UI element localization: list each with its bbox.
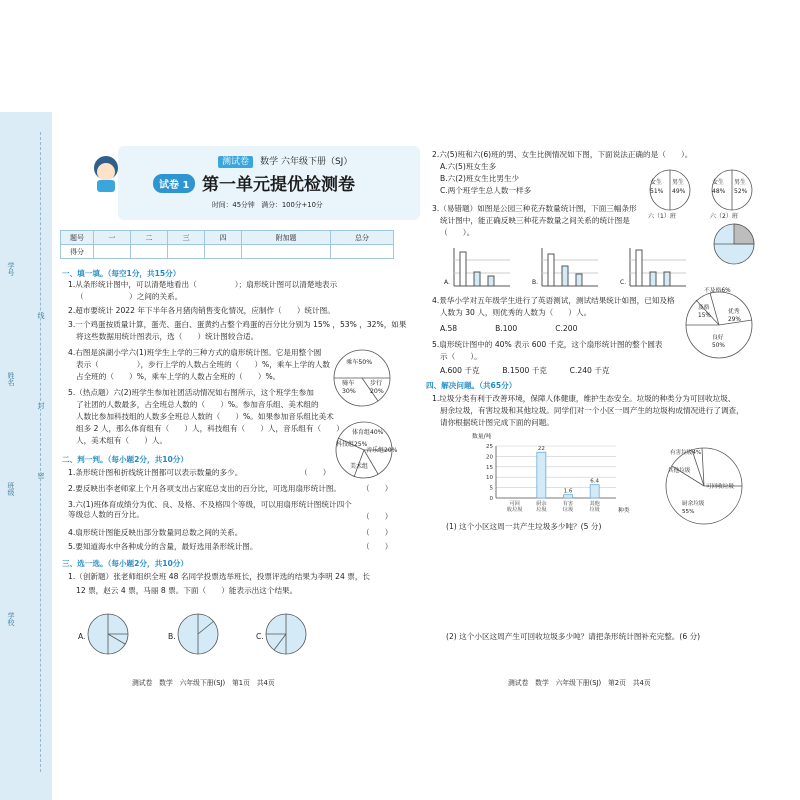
pie-label: 音乐组20% bbox=[366, 447, 398, 454]
option-pie-a bbox=[86, 612, 130, 656]
question-line: 1.（创新题）张老师组织全班 48 名同学投票选举班长，投票评选的结果为李明 24 票，长 bbox=[68, 572, 371, 581]
option-line[interactable]: A.600 千克 B.1500 千克 C.240 千克 bbox=[440, 366, 610, 375]
question-line: 3.一个鸡蛋按质量计算，蛋壳、蛋白、蛋黄约占整个鸡蛋的百分比分别为 15% ，53% ，32%，如果 bbox=[68, 320, 407, 329]
score-table-row bbox=[61, 245, 394, 259]
pie-label: 可回收垃圾 bbox=[706, 484, 734, 490]
flower-pie-chart bbox=[712, 222, 756, 266]
sub-question: (1) 这个小区这周一共产生垃圾多少吨？(5 分) bbox=[446, 522, 602, 531]
option-label[interactable]: C. bbox=[256, 632, 264, 641]
pie-label: 男生 49% bbox=[672, 179, 686, 195]
pie-label: 厨余垃圾55% bbox=[682, 501, 705, 515]
bar-value-label: 1.6 bbox=[563, 488, 573, 495]
answer-paren[interactable]: （ ） bbox=[362, 528, 393, 537]
binding-label-class: 班级 bbox=[7, 482, 15, 496]
option-label[interactable]: A. bbox=[78, 632, 86, 641]
question-line: 组多 2 人，那么体育组有（ ）人，科技组有（ ）人，音乐组有（ ） bbox=[76, 424, 344, 433]
question-line: 请你根据统计图完成下面的问题。 bbox=[440, 418, 554, 427]
option-label[interactable]: B. bbox=[532, 279, 539, 286]
page-title: 第一单元提优检测卷 bbox=[202, 175, 355, 195]
question-line: 5.（热点题）六(2)班学生参加社团活动情况如右图所示，这个班学生参加 bbox=[68, 388, 314, 397]
paper-badge: 试卷 1 bbox=[153, 174, 195, 193]
section-title: 二、判一判。（每小题2分，共10分） bbox=[62, 455, 188, 464]
question-line: 3.（易错题）如图是公园三种花卉数量统计图，下面三幅条形 bbox=[432, 204, 637, 213]
table-header-cell: 一 bbox=[94, 231, 131, 245]
question-line: 占全班的（ ）%，乘车上学的人数占全班的（ ）%。 bbox=[76, 372, 281, 381]
option-pie-b bbox=[176, 612, 220, 656]
header-tagline bbox=[218, 149, 352, 168]
question-line: 2.超市要统计 2022 年下半年各月猪肉销售变化情况，应制作（ ）统计图。 bbox=[68, 306, 335, 315]
binding-label-school: 学校 bbox=[7, 612, 15, 626]
option-line[interactable]: C.两个班学生总人数一样多 bbox=[440, 186, 532, 195]
binding-label-id: 学号 bbox=[7, 262, 15, 276]
answer-paren[interactable]: （ ） bbox=[362, 512, 393, 521]
bar-value-label: 22 bbox=[537, 446, 545, 453]
option-line[interactable]: A.六(5)班女生多 bbox=[440, 162, 497, 171]
judge-line: 4.扇形统计图能反映出部分数量同总数之间的关系。 bbox=[68, 528, 243, 537]
binding-strip bbox=[0, 112, 52, 800]
pie-label: 体育组40% bbox=[352, 429, 384, 436]
question-line: （ ）之间的关系。 bbox=[76, 292, 183, 301]
question-line: 5.扇形统计图中的 40% 表示 600 千克，这个扇形统计图的整个圆表 bbox=[432, 340, 663, 349]
option-bar-chart-c bbox=[628, 246, 688, 288]
bar bbox=[590, 485, 599, 498]
pie-label: 优秀29% bbox=[728, 309, 741, 323]
pie-caption: 六（1）班 bbox=[648, 213, 676, 220]
score-table bbox=[60, 230, 394, 259]
question-line: 示（ ）。 bbox=[440, 352, 482, 361]
option-label[interactable]: C. bbox=[620, 279, 627, 286]
cut-label: 封 bbox=[37, 402, 45, 409]
question-line: 2.六(5)班和六(6)班的男、女生比例情况如下图，下面说法正确的是（ ）。 bbox=[432, 150, 693, 159]
pie-label: 科技组25% bbox=[336, 441, 368, 448]
page-footer: 测试卷 数学 六年级下册(SJ) 第1页 共4页 bbox=[132, 679, 275, 687]
option-line[interactable]: A.58 B.100 C.200 bbox=[440, 324, 578, 333]
question-line: 人，美术组有（ ）人。 bbox=[76, 436, 168, 445]
question-line: 1.垃圾分类有利于改善环境，保障人体健康，维护生态安全。垃圾的种类分为可回收垃圾、 bbox=[432, 394, 736, 403]
table-header-cell: 三 bbox=[168, 231, 205, 245]
transport-pie-chart bbox=[332, 348, 392, 408]
bar bbox=[537, 452, 546, 498]
pie-caption: 六（2）班 bbox=[710, 213, 738, 220]
pie-label: 美术组 bbox=[350, 463, 369, 470]
pie-label: 其他垃圾 bbox=[668, 468, 691, 474]
score-cell[interactable] bbox=[168, 245, 205, 259]
cut-label: 密 bbox=[37, 472, 45, 479]
x-tick-label: 收垃圾 bbox=[506, 507, 523, 513]
question-line: 表示（ ），步行上学的人数占全班的（ ）%，乘车上学的人数 bbox=[76, 360, 331, 369]
question-line: 人数比参加科技组的人数多全班总人数的（ ）%。如果参加音乐组比美术 bbox=[76, 412, 334, 421]
question-line: 4.景华小学对五年级学生进行了英语测试，测试结果统计如图，已知及格 bbox=[432, 296, 675, 305]
x-tick-label: 可回 bbox=[509, 501, 520, 507]
subject-line: 数学 六年级下册（SJ） bbox=[260, 157, 353, 167]
y-tick-label: 15 bbox=[486, 464, 493, 471]
pie-label: 不及格6% bbox=[704, 288, 731, 294]
x-tick-label: 有害 bbox=[562, 501, 574, 507]
chart-xlabel: 种类 bbox=[618, 508, 630, 514]
chart-ylabel: 数量/吨 bbox=[472, 434, 492, 440]
answer-paren[interactable]: （ ） bbox=[362, 484, 393, 493]
pie-label: 骑车30% bbox=[342, 380, 356, 395]
question-line: 将这些数据用统计图表示，选（ ）统计图较合适。 bbox=[76, 332, 259, 341]
x-tick-label: 垃圾 bbox=[536, 507, 547, 513]
option-line[interactable]: B.六(2)班女生比男生少 bbox=[440, 174, 520, 183]
y-tick-label: 25 bbox=[486, 444, 493, 450]
bar-value-label: 6.4 bbox=[590, 478, 600, 485]
pie-label: 女生 51% bbox=[650, 179, 664, 195]
score-table-header bbox=[61, 231, 394, 245]
time-line: 时间：45分钟 满分：100分+10分 bbox=[212, 201, 323, 209]
pie-label: 女生 48% bbox=[712, 179, 726, 195]
option-bar-chart-a bbox=[452, 246, 512, 288]
score-cell[interactable] bbox=[94, 245, 131, 259]
cartoon-boy-icon bbox=[86, 150, 126, 196]
score-cell[interactable] bbox=[242, 245, 331, 259]
question-line: 1.从条形统计图中，可以清楚地看出（ ）；扇形统计图可以清楚地表示 bbox=[68, 280, 338, 289]
option-label[interactable]: B. bbox=[168, 632, 176, 641]
answer-paren[interactable]: （ ） bbox=[300, 468, 331, 477]
bar bbox=[564, 495, 573, 498]
x-tick-label: 垃圾 bbox=[589, 507, 600, 513]
x-tick-label: 厨余 bbox=[536, 501, 547, 507]
section-title: 一、填一填。（每空1分，共15分） bbox=[62, 269, 181, 278]
question-line: 统计图中，能正确反映三种花卉数量之间关系的统计图是 bbox=[440, 216, 630, 225]
waste-bar-chart bbox=[470, 432, 640, 516]
judge-line: 1.条形统计图和折线统计图都可以表示数量的多少。 bbox=[68, 468, 243, 477]
y-tick-label: 20 bbox=[486, 454, 493, 461]
table-header-cell: 二 bbox=[131, 231, 168, 245]
table-header-cell: 题号 bbox=[61, 231, 94, 245]
table-header-cell: 总分 bbox=[331, 231, 394, 245]
option-pie-c bbox=[264, 612, 308, 656]
pie-label: 男生 52% bbox=[734, 179, 748, 195]
judge-line: 3.六(1)班体育成绩分为优、良、及格、不及格四个等级，可以用扇形统计图统计四个等级总人数的百分比。 bbox=[68, 500, 352, 519]
test-tag: 测试卷 bbox=[218, 156, 253, 168]
pie-label: 步行20% bbox=[370, 380, 384, 395]
x-tick-label: 其他 bbox=[589, 501, 600, 507]
page-footer: 测试卷 数学 六年级下册(SJ) 第2页 共4页 bbox=[508, 679, 651, 687]
y-tick-label: 0 bbox=[489, 496, 493, 502]
binding-label-name: 姓名 bbox=[7, 372, 15, 386]
question-line: 了社团的人数最多，占全班总人数的（ ）%。参加音乐组、美术组的 bbox=[76, 400, 319, 409]
question-line: 12 票，赵云 4 票，马丽 8 票。下面（ ）能表示出这个结果。 bbox=[76, 586, 298, 595]
table-header-cell: 四 bbox=[205, 231, 242, 245]
judge-line: 2.要反映出李老师家上个月各项支出占家庭总支出的百分比，可选用扇形统计图。 bbox=[68, 484, 342, 493]
y-tick-label: 5 bbox=[489, 485, 493, 492]
section-title: 四、解决问题。（共65分） bbox=[426, 381, 517, 390]
question-line: 4.右图是滨湖小学六(1)班学生上学的三种方式的扇形统计图。它是用整个圆 bbox=[68, 348, 322, 357]
x-tick-label: 垃圾 bbox=[562, 507, 574, 513]
section-title: 三、选一选。（每小题2分，共10分） bbox=[62, 559, 188, 568]
option-label[interactable]: A. bbox=[444, 279, 450, 286]
judge-line: 5.要知道海水中各种成分的含量，最好选用条形统计图。 bbox=[68, 542, 258, 551]
question-line: 人数为 30 人，则优秀的人数为（ ）人。 bbox=[440, 308, 592, 317]
cut-line bbox=[40, 132, 41, 772]
pie-label: 良好50% bbox=[712, 335, 725, 349]
sub-question: (2) 这个小区这周产生可回收垃圾多少吨？请把条形统计图补充完整。(6 分) bbox=[446, 632, 701, 641]
table-row-label: 得分 bbox=[61, 245, 94, 259]
pie-label: 及格15% bbox=[698, 305, 711, 319]
pie-label: 有害垃圾4% bbox=[670, 450, 702, 456]
y-tick-label: 10 bbox=[486, 475, 493, 482]
question-line: 厨余垃圾，有害垃圾和其他垃圾。同学们对一个小区一周产生的垃圾构成情况进行了调查， bbox=[440, 406, 744, 415]
option-bar-chart-b bbox=[540, 246, 600, 288]
score-cell[interactable] bbox=[205, 245, 242, 259]
cut-label: 线 bbox=[37, 312, 45, 319]
score-cell[interactable] bbox=[331, 245, 394, 259]
score-cell[interactable] bbox=[131, 245, 168, 259]
pie-label: 乘车50% bbox=[346, 359, 373, 366]
table-header-cell: 附加题 bbox=[242, 231, 331, 245]
question-line: （ ）。 bbox=[440, 228, 475, 237]
answer-paren[interactable]: （ ） bbox=[362, 542, 393, 551]
